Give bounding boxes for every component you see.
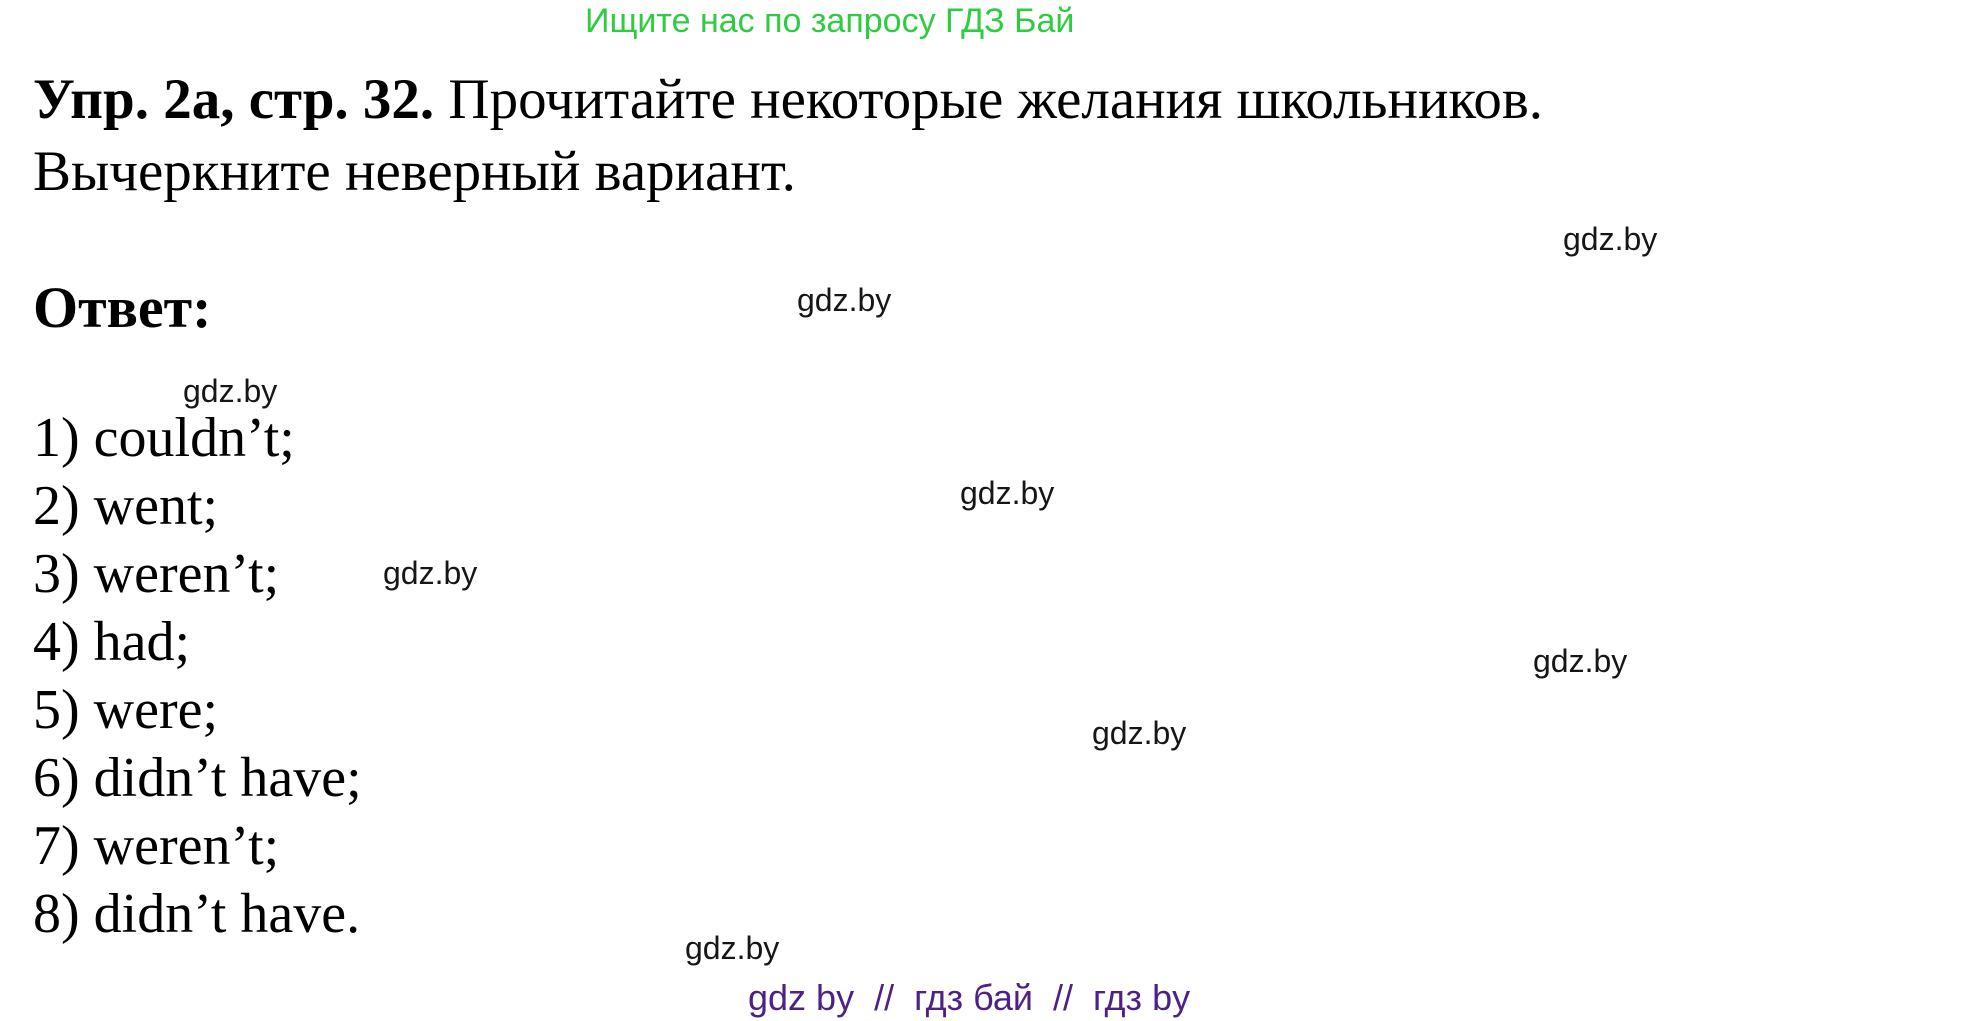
exercise-number-label: Упр. 2а, стр. 32.: [33, 68, 435, 131]
answer-item-4: 4) had;: [33, 611, 191, 673]
answer-item-8: 8) didn’t have.: [33, 883, 361, 945]
promo-banner-text: Ищите нас по запросу ГДЗ Бай: [585, 2, 1075, 40]
watermark-gdz-by: gdz.by: [797, 282, 892, 318]
answer-item-3: 3) weren’t;: [33, 543, 280, 605]
exercise-task-line1: Прочитайте некоторые желания школьников.: [448, 68, 1543, 131]
watermark-gdz-by: gdz.by: [1563, 221, 1658, 257]
answer-item-2: 2) went;: [33, 475, 219, 537]
answer-item-5: 5) were;: [33, 679, 219, 741]
answer-list: [33, 404, 362, 948]
watermark-gdz-by: gdz.by: [183, 373, 278, 409]
exercise-heading: [33, 64, 1543, 208]
watermark-gdz-by: gdz.by: [1533, 643, 1628, 679]
watermark-gdz-by: gdz.by: [960, 475, 1055, 511]
answer-item-6: 6) didn’t have;: [33, 747, 362, 809]
answer-label: Ответ:: [33, 275, 212, 340]
answer-item-1: 1) couldn’t;: [33, 407, 295, 469]
watermark-gdz-by: gdz.by: [685, 930, 780, 966]
exercise-task-line2: Вычеркните неверный вариант.: [33, 140, 796, 203]
watermark-gdz-by: gdz.by: [1092, 715, 1187, 751]
answer-item-7: 7) weren’t;: [33, 815, 280, 877]
exercise-heading-line1: [33, 64, 1543, 136]
footer-keywords: gdz by // гдз бай // гдз by: [748, 977, 1191, 1018]
watermark-gdz-by: gdz.by: [383, 555, 478, 591]
